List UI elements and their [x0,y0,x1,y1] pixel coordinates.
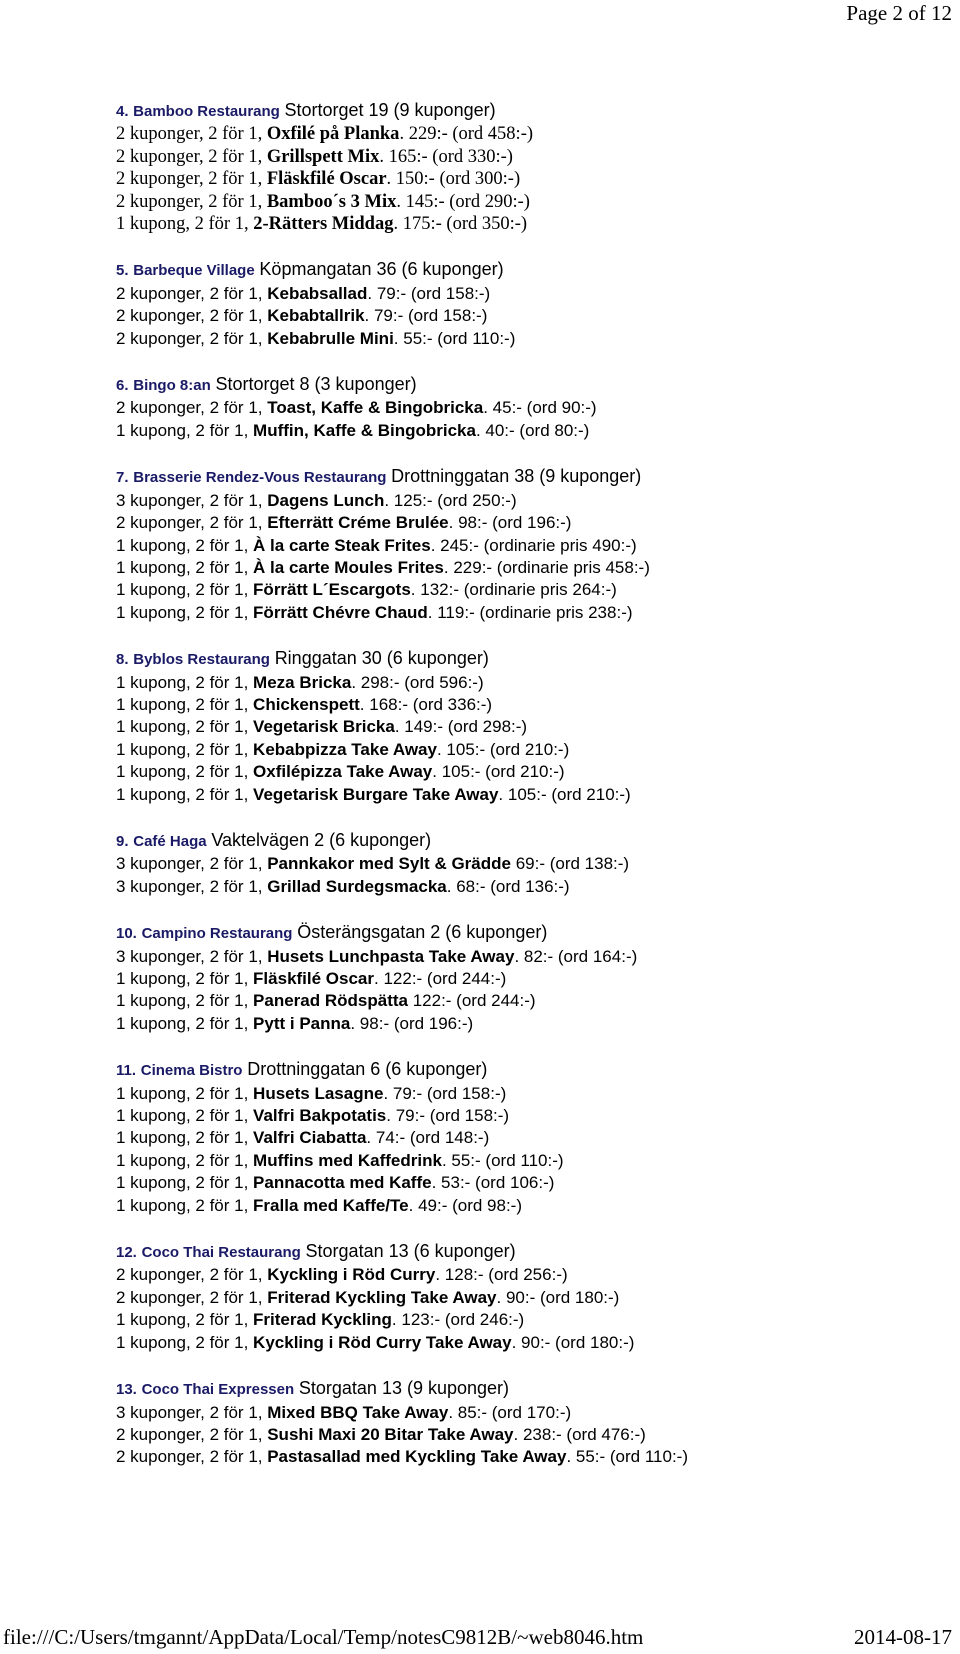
dish-name: Husets Lasagne [253,1083,384,1103]
offer-price: . 45:- (ord 90:-) [483,398,597,418]
coupon-terms: 1 kupong, 2 för 1, [116,1106,254,1126]
coupon-offer [116,1172,946,1194]
coupon-terms: 1 kupong, 2 för 1, [116,1310,254,1330]
coupon-offer [116,1195,946,1217]
coupon-offer [116,168,946,190]
restaurant-heading [116,1377,946,1401]
restaurant-address: Österängsgatan 2 (6 kuponger) [297,922,548,943]
coupon-terms: 1 kupong, 2 för 1, [116,1013,254,1033]
dish-name: Pastasallad med Kyckling Take Away [267,1447,567,1467]
coupon-terms: 1 kupong, 2 för 1, [116,214,254,235]
restaurant-address: Storgatan 13 (6 kuponger) [305,1241,516,1262]
dish-name: Toast, Kaffe & Bingobricka [267,398,484,418]
coupon-offer [116,990,946,1012]
coupon-offer [116,191,946,213]
coupon-terms: 2 kuponger, 2 för 1, [116,398,268,418]
coupon-offer [116,1083,946,1105]
offer-price: . 90:- (ord 180:-) [511,1332,635,1352]
coupon-offer [116,739,946,761]
restaurant-number: 6. [116,377,129,395]
coupon-terms: 3 kuponger, 2 för 1, [116,876,268,896]
dish-name: Kyckling i Röd Curry [267,1265,436,1285]
offer-price: . 98:- (ord 196:-) [350,1013,474,1033]
restaurant-section [116,1377,946,1469]
coupon-offer [116,512,946,534]
offer-price: . 175:- (ord 350:-) [393,214,528,235]
offer-price: . 122:- (ord 244:-) [374,969,507,988]
dish-name: Muffin, Kaffe & Bingobricka [253,420,476,440]
coupon-terms: 1 kupong, 2 för 1, [116,717,254,737]
coupon-terms: 2 kuponger, 2 för 1, [116,1424,268,1444]
offer-price: . 53:- (ord 106:-) [431,1173,555,1193]
restaurant-address: Stortorget 8 (3 kuponger) [215,374,417,395]
restaurant-heading [116,373,946,397]
restaurant-heading [116,1058,946,1082]
restaurant-number: 9. [116,832,129,850]
offer-price: . 79:- (ord 158:-) [383,1083,507,1103]
coupon-offer [116,1332,946,1354]
coupon-offer [116,490,946,512]
offer-price: 122:- (ord 244:-) [407,991,536,1011]
coupon-offer [116,1446,946,1468]
dish-name: Panerad Rödspätta [253,991,408,1011]
restaurant-name: Coco Thai Expressen [141,1381,295,1399]
dish-name: Mixed BBQ Take Away [267,1402,449,1422]
offer-price: . 298:- (ord 596:-) [351,672,484,692]
restaurant-name: Cinema Bistro [140,1062,243,1080]
offer-price: . 98:- (ord 196:-) [448,513,572,533]
coupon-offer [116,123,946,145]
offer-price: . 229:- (ordinarie pris 458:-) [443,557,650,577]
dish-name: Vegetarisk Bricka [253,717,395,737]
restaurant-name: Byblos Restaurang [133,651,270,669]
coupon-offer [116,328,946,350]
restaurant-number: 4. [116,103,129,120]
coupon-offer [116,579,946,601]
coupon-offer [116,1402,946,1424]
dish-name: Pannacotta med Kaffe [253,1173,432,1193]
coupon-terms: 1 kupong, 2 för 1, [116,672,254,692]
coupon-offer [116,602,946,624]
coupon-terms: 1 kupong, 2 för 1, [116,535,254,555]
restaurant-number: 12. [116,1244,137,1262]
coupon-offer [116,1105,946,1127]
coupon-terms: 1 kupong, 2 för 1, [116,762,254,782]
restaurant-name: Bingo 8:an [133,377,211,395]
offer-price: . 123:- (ord 246:-) [391,1310,525,1330]
coupon-offer [116,876,946,898]
restaurant-address: Storgatan 13 (9 kuponger) [298,1378,510,1399]
restaurant-name: Barbeque Village [133,262,255,280]
coupon-offer [116,557,946,579]
dish-name: Meza Bricka [253,672,352,692]
footer-file-path: file:///C:/Users/tmgannt/AppData/Local/Temp/notesC9812B/~web8046.htm [3,1625,644,1649]
coupon-terms: 2 kuponger, 2 för 1, [116,1287,268,1307]
coupon-offer [116,784,946,806]
offer-price: . 238:- (ord 476:-) [513,1424,646,1444]
offer-price: . 105:- (ord 210:-) [432,762,565,782]
coupon-terms: 3 kuponger, 2 för 1, [116,490,268,510]
coupon-offer [116,420,946,442]
coupon-terms: 1 kupong, 2 för 1, [116,969,254,988]
offer-price: . 128:- (ord 256:-) [435,1265,568,1285]
restaurant-address: Drottninggatan 38 (9 kuponger) [391,466,642,487]
coupon-terms: 1 kupong, 2 för 1, [116,557,254,577]
coupon-terms: 3 kuponger, 2 för 1, [116,854,268,874]
coupon-offer [116,397,946,419]
coupon-terms: 3 kuponger, 2 för 1, [116,1402,268,1422]
dish-name: Pytt i Panna [253,1013,351,1033]
offer-price: . 68:- (ord 136:-) [446,876,570,896]
offer-price: . 85:- (ord 170:-) [448,1402,572,1422]
offer-price: . 245:- (ordinarie pris 490:-) [430,535,637,555]
coupon-terms: 1 kupong, 2 för 1, [116,1332,254,1352]
coupon-terms: 2 kuponger, 2 för 1, [116,146,267,167]
dish-name: Oxfilé på Planka [266,124,400,145]
coupon-terms: 2 kuponger, 2 för 1, [116,328,268,348]
restaurant-number: 7. [116,469,129,487]
dish-name: Friterad Kyckling Take Away [267,1287,497,1307]
coupon-offer [116,853,946,875]
offer-price: . 79:- (ord 158:-) [364,306,488,326]
coupon-offer [116,535,946,557]
restaurant-section [116,1058,946,1217]
dish-name: Fläskfilé Oscar [266,169,387,190]
coupon-terms: 1 kupong, 2 för 1, [116,694,254,714]
coupon-terms: 2 kuponger, 2 för 1, [116,1447,268,1467]
coupon-offer [116,146,946,168]
restaurant-heading [116,829,946,853]
restaurant-address: Vaktelvägen 2 (6 kuponger) [211,829,432,850]
coupon-offer [116,968,946,990]
coupon-terms: 1 kupong, 2 för 1, [116,602,254,622]
restaurant-section [116,258,946,350]
coupon-terms: 3 kuponger, 2 för 1, [116,946,268,966]
dish-name: Förrätt Chévre Chaud [253,602,428,622]
coupon-terms: 2 kuponger, 2 för 1, [116,513,268,533]
coupon-terms: 1 kupong, 2 för 1, [116,784,254,804]
dish-name: Förrätt L´Escargots [253,580,411,600]
restaurant-heading [116,647,946,671]
restaurant-heading [116,258,946,282]
offer-price: . 150:- (ord 300:-) [386,169,521,190]
dish-name: Fläskfilé Oscar [253,969,375,988]
offer-price: . 49:- (ord 98:-) [408,1195,522,1215]
offer-price: . 229:- (ord 458:-) [399,124,534,145]
offer-price: . 168:- (ord 336:-) [359,694,493,714]
restaurant-heading [116,1240,946,1264]
restaurant-name: Coco Thai Restaurang [141,1244,301,1262]
dish-name: Oxfilépizza Take Away [253,762,433,782]
restaurant-section [116,829,946,898]
offer-price: . 40:- (ord 80:-) [475,420,590,440]
coupon-terms: 2 kuponger, 2 för 1, [116,283,268,303]
restaurant-heading [116,465,946,489]
dish-name: Efterrätt Créme Brulée [267,513,449,533]
coupon-offer [116,1309,946,1331]
coupon-offer [116,1013,946,1035]
restaurant-number: 10. [116,925,137,943]
dish-name: Valfri Ciabatta [253,1128,367,1148]
offer-price: . 145:- (ord 290:-) [396,191,530,212]
coupon-terms: 1 kupong, 2 för 1, [116,420,254,440]
restaurant-name: Bamboo Restaurang [133,103,280,120]
offer-price: . 55:- (ord 110:-) [566,1447,689,1467]
restaurant-section [116,373,946,442]
restaurant-address: Köpmangatan 36 (6 kuponger) [259,259,504,280]
offer-price: . 90:- (ord 180:-) [496,1287,620,1307]
restaurant-address: Stortorget 19 (9 kuponger) [284,100,496,120]
coupon-offer [116,1264,946,1286]
dish-name: Grillad Surdegsmacka [267,876,447,896]
dish-name: Dagens Lunch [267,490,385,510]
offer-price: . 79:- (ord 158:-) [367,283,491,303]
dish-name: Kebabrulle Mini [267,328,394,348]
dish-name: Husets Lunchpasta Take Away [267,946,515,966]
coupon-terms: 2 kuponger, 2 för 1, [116,1265,268,1285]
offer-price: . 105:- (ord 210:-) [498,784,631,804]
restaurant-name: Campino Restaurang [141,925,293,943]
dish-name: Fralla med Kaffe/Te [253,1195,409,1215]
coupon-list [116,99,946,1492]
coupon-terms: 1 kupong, 2 för 1, [116,1195,254,1215]
coupon-offer [116,946,946,968]
restaurant-section [116,921,946,1035]
dish-name: Pannkakor med Sylt & Grädde [267,854,511,874]
dish-name: Kebabtallrik [267,306,365,326]
coupon-terms: 1 kupong, 2 för 1, [116,991,254,1011]
restaurant-number: 11. [116,1062,137,1080]
dish-name: Sushi Maxi 20 Bitar Take Away [267,1424,514,1444]
coupon-offer [116,213,946,235]
coupon-offer [116,694,946,716]
restaurant-section [116,99,946,235]
dish-name: 2-Rätters Middag [253,214,394,235]
coupon-terms: 1 kupong, 2 för 1, [116,580,254,600]
dish-name: À la carte Steak Frites [253,535,431,555]
offer-price: . 165:- (ord 330:-) [379,146,513,167]
coupon-offer [116,1127,946,1149]
offer-price: . 105:- (ord 210:-) [436,739,570,759]
restaurant-section [116,465,946,624]
coupon-offer [116,672,946,694]
coupon-offer [116,1424,946,1446]
restaurant-address: Drottninggatan 6 (6 kuponger) [247,1059,488,1080]
dish-name: Kyckling i Röd Curry Take Away [253,1332,512,1352]
dish-name: Muffins med Kaffedrink [253,1150,442,1170]
offer-price: . 132:- (ordinarie pris 264:-) [410,580,617,600]
restaurant-number: 13. [116,1381,137,1399]
dish-name: Kebabpizza Take Away [253,739,437,759]
dish-name: Vegetarisk Burgare Take Away [253,784,499,804]
restaurant-number: 5. [116,262,129,280]
coupon-terms: 2 kuponger, 2 för 1, [116,169,267,190]
offer-price: . 149:- (ord 298:-) [394,717,528,737]
restaurant-name: Café Haga [133,832,207,850]
coupon-offer [116,716,946,738]
restaurant-name: Brasserie Rendez-Vous Restaurang [133,469,387,487]
coupon-terms: 1 kupong, 2 för 1, [116,1150,254,1170]
coupon-terms: 1 kupong, 2 för 1, [116,739,254,759]
dish-name: Bamboo´s 3 Mix [266,191,397,212]
offer-price: . 55:- (ord 110:-) [393,328,516,348]
restaurant-number: 8. [116,651,129,669]
offer-price: . 125:- (ord 250:-) [384,490,517,510]
coupon-terms: 2 kuponger, 2 för 1, [116,306,268,326]
dish-name: Chickenspett [253,694,360,714]
coupon-offer [116,283,946,305]
dish-name: Friterad Kyckling [253,1310,392,1330]
dish-name: Valfri Bakpotatis [253,1106,387,1126]
dish-name: Grillspett Mix [266,146,380,167]
coupon-offer [116,1150,946,1172]
coupon-terms: 2 kuponger, 2 för 1, [116,191,267,212]
restaurant-address: Ringgatan 30 (6 kuponger) [274,648,489,669]
offer-price: . 119:- (ordinarie pris 238:-) [427,602,633,622]
coupon-terms: 1 kupong, 2 för 1, [116,1128,254,1148]
restaurant-section [116,1240,946,1354]
coupon-terms: 2 kuponger, 2 för 1, [116,124,267,145]
coupon-terms: 1 kupong, 2 för 1, [116,1173,254,1193]
offer-price: . 74:- (ord 148:-) [366,1128,490,1148]
dish-name: À la carte Moules Frites [253,557,444,577]
page-number-header: Page 2 of 12 [846,1,952,25]
coupon-terms: 1 kupong, 2 för 1, [116,1083,254,1103]
offer-price: . 79:- (ord 158:-) [386,1106,510,1126]
coupon-offer [116,761,946,783]
offer-price: 69:- (ord 138:-) [510,854,630,874]
restaurant-section [116,647,946,806]
coupon-offer [116,305,946,327]
dish-name: Kebabsallad [267,283,368,303]
offer-price: . 82:- (ord 164:-) [514,946,638,966]
restaurant-heading [116,921,946,945]
offer-price: . 55:- (ord 110:-) [441,1150,564,1170]
footer-date: 2014-08-17 [854,1625,952,1649]
coupon-offer [116,1287,946,1309]
restaurant-heading [116,99,946,123]
